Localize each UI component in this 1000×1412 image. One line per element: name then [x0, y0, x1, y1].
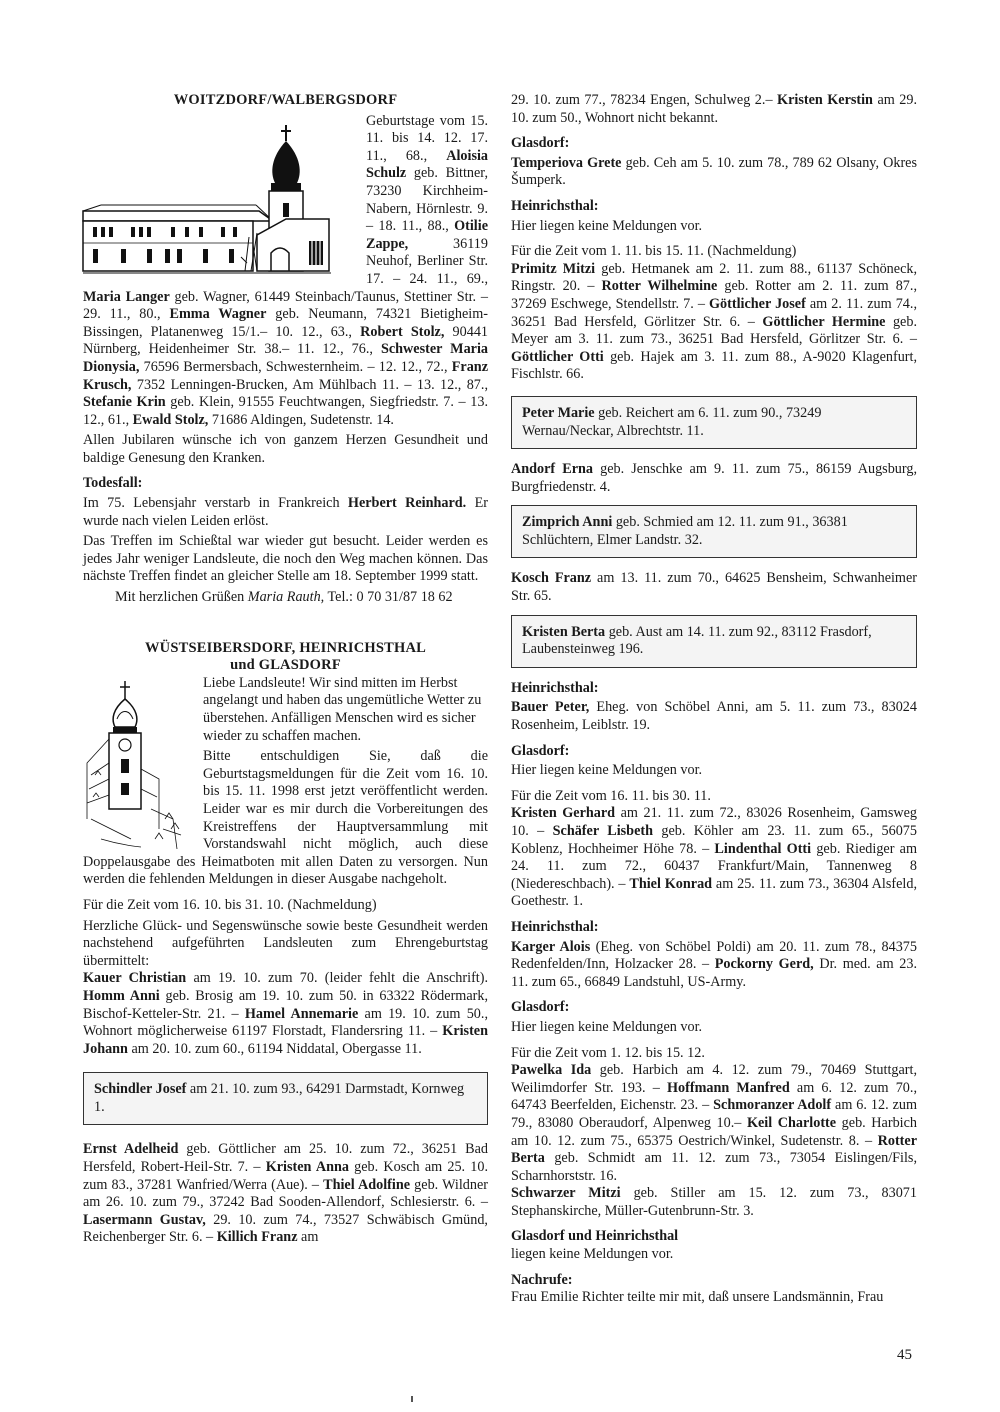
highlight-box-kristen-berta: Kristen Berta geb. Aust am 14. 11. zum 92., 83112 Frasdorf, Laubensteinweg 196.: [511, 615, 917, 668]
glasdorf-heading-3: Glasdorf:: [511, 999, 570, 1016]
nachrufe-heading: Nachrufe:: [511, 1271, 573, 1288]
name-kristen-berta: Kristen Berta: [522, 623, 606, 640]
name-otilie-zappe: Otilie Zappe,: [366, 218, 488, 252]
period1-wish: Herzliche Glück- und Segenswünsche sowie beste Gesundheit werden nachstehend aufgeführten Landsleuten zum Ehrengeburtstag übermittelt:: [83, 917, 488, 969]
period-heading-3: Für die Zeit vom 16. 11. bis 30. 11.: [511, 787, 711, 804]
name-pockorny-gerd: Pockorny Gerd,: [714, 956, 814, 973]
name-schwarzer-mitzi: Schwarzer Mitzi: [511, 1185, 621, 1202]
church-tower-illustration: [81, 679, 193, 851]
name-andorf-erna: Andorf Erna: [511, 461, 593, 478]
glasdorf-text-3: Hier liegen keine Meldungen vor.: [511, 1018, 703, 1035]
name-primitz-mitzi: Primitz Mitzi: [511, 260, 596, 277]
heinrichsthal-heading-1: Heinrichsthal:: [511, 197, 599, 214]
scan-mark: [411, 1396, 413, 1402]
woitzdorf-intro: Geburtstage vom 15. 11. bis 14. 12.: [366, 112, 488, 147]
name-goettlicher-otti: Göttlicher Otti: [511, 348, 604, 365]
name-kristen-johann: Kristen Johann: [83, 1023, 488, 1057]
wuestseibersdorf-title: WÜSTSEIBERSDORF, HEINRICHSTHAL und GLASDORF: [144, 639, 427, 674]
period-heading-4: Für die Zeit vom 1. 12. bis 15. 12.: [511, 1044, 705, 1061]
author-name: Maria Rauth,: [247, 589, 325, 606]
name-lasermann-gustav: Lasermann Gustav,: [83, 1211, 206, 1228]
name-hoffmann-manfred: Hoffmann Manfred: [666, 1079, 790, 1096]
name-kosch-franz: Kosch Franz: [511, 570, 592, 587]
heinrichsthal-heading-3: Heinrichsthal:: [511, 918, 599, 935]
highlight-box-peter: Peter Marie geb. Reichert am 6. 11. zum 90., 73249 Wernau/Neckar, Albrechtstr. 11.: [511, 396, 917, 449]
name-stefanie-krin: Stefanie Krin: [83, 394, 166, 411]
greeting-signature: Mit herzlichen Grüßen Maria Rauth, Tel.: 0 70 31/87 18 62: [115, 589, 453, 606]
name-ewald-stolz: Ewald Stolz,: [132, 411, 209, 428]
name-pawelka-ida: Pawelka Ida: [511, 1062, 592, 1079]
right-continuation: 29. 10. zum 77., 78234 Engen, Schulweg 2.– Kristen Kerstin am 29. 10. zum 50., Wohnort nicht bekannt.: [511, 92, 917, 126]
name-homm-anni: Homm Anni: [83, 987, 160, 1004]
name-robert-stolz: Robert Stolz,: [360, 323, 445, 340]
name-kristen-anna: Kristen Anna: [265, 1159, 349, 1176]
period-heading-2: Für die Zeit vom 1. 11. bis 15. 11. (Nachmeldung): [511, 243, 797, 260]
glasdorf-heinrichsthal-text: liegen keine Meldungen vor.: [511, 1246, 674, 1263]
todesfall-heading: Todesfall:: [83, 475, 143, 492]
name-hamel-annemarie: Hamel Annemarie: [244, 1005, 359, 1022]
glasdorf-heading-2: Glasdorf:: [511, 742, 570, 759]
name-temperiova-grete: Temperiova Grete: [511, 154, 622, 171]
period1-entries: Kauer Christian am 19. 10. zum 70. (leider fehlt die Anschrift). Homm Anni geb. Brosig am 19. 10. zum 50. in 63322 Rödermark, Bischof-Ketteler-Str. 21. – Hamel Annemarie am 19. 10. zum 50., Wohnort möglicherweise 61197 Florstadt, Flandersring 11. – Kristen Johann am 20. 10. zum 60., 61194 Niddatal, Obergasse 11.: [83, 970, 489, 1057]
page-number: 45: [897, 1347, 912, 1363]
period3-entries: Kristen Gerhard am 21. 11. zum 72., 83026 Rosenheim, Gamsweg 10. – Schäfer Lisbeth geb. Köhler am 23. 11. zum 65., 56075 Koblenz, Hochheimer Höhe 78. – Lindenthal Otti geb. Riediger am 24. 11. zum 72., 60437 Frankfurt/Main, Tannenweg 8 (Niedereschbach). – Thiel Konrad am 25. 11. zum 73., 36304 Alsfeld, Goethestr. 1.: [511, 805, 918, 910]
village-building-church-illustration: [81, 107, 356, 279]
name-maria-langer: Maria Langer: [83, 288, 170, 305]
name-karger-alois: Karger Alois: [511, 938, 591, 955]
name-herbert-reinhard: Herbert Reinhard.: [347, 495, 467, 512]
woitzdorf-wish: Allen Jubilaren wünsche ich von ganzem Herzen Gesundheit und baldige Genesung den Kranken.: [83, 432, 488, 466]
wuestseibersdorf-intro: Liebe Landsleute! Wir sind mitten im Herbst angelangt und haben das ungemütliche Wetter zu überstehen. Anfälligen Menschen wird es sicher wieder zu schaffen machen.: [203, 674, 482, 744]
glasdorf-heading-1: Glasdorf:: [511, 135, 570, 152]
period4-entries: Pawelka Ida geb. Harbich am 4. 12. zum 79., 70469 Stuttgart, Weilimdorfer Str. 193. – Hoffmann Manfred am 6. 12. zum 70., 64743 Beerfelden, Eichenstr. 23. – Schmoranzer Adolf am 6. 12. zum 79., 83080 Oberaudorf, Alpenweg 10.– Keil Charlotte geb. Harbich am 10. 12. zum 75., 65375 Oestrich/Winkel, Sudetenstr. 8. – Rotter Berta geb. Schmidt am 11. 12. zum 73., 73054 Eislingen/Fils, Scharnhorststr. 16.: [511, 1062, 917, 1184]
name-lindenthal-otti: Lindenthal Otti: [714, 840, 812, 857]
highlight-box-zimprich: Zimprich Anni geb. Schmied am 12. 11. zum 91., 36381 Schlüchtern, Elmer Landstr. 32.: [511, 505, 917, 558]
name-kristen-gerhard: Kristen Gerhard: [511, 805, 616, 822]
treffen-text: Das Treffen im Schießtal war wieder gut besucht. Leider werden es jedes Jahr weniger Landsleute, die noch den Weg machen können. Das nächste Treffen findet an gleicher Stelle am 18. September 1999 statt.: [83, 533, 488, 585]
name-ernst-adelheid: Ernst Adelheid: [83, 1141, 179, 1158]
name-bauer-peter: Bauer Peter,: [511, 699, 590, 716]
name-zimprich-anni: Zimprich Anni: [522, 514, 613, 531]
heinrichsthal-entries-3: Karger Alois (Eheg. von Schöbel Poldi) am 20. 11. zum 78., 84375 Redenfelden/Inn, Holzacker 28. – Pockorny Gerd, Dr. med. am 23. 11. zum 65., 66849 Landstuhl, US-Army.: [511, 938, 917, 990]
name-keil-charlotte: Keil Charlotte: [746, 1114, 837, 1131]
nachrufe-text: Frau Emilie Richter teilte mir mit, daß unsere Landsmännin, Frau: [511, 1289, 884, 1306]
glasdorf-heinrichsthal-heading: Glasdorf und Heinrichsthal: [511, 1228, 679, 1245]
name-emma-wagner: Emma Wagner: [169, 306, 267, 323]
period4-entries-cont: Schwarzer Mitzi geb. Stiller am 15. 12. zum 73., 83071 Stephanskirche, Müller-Gutenbrunn-Str. 3.: [511, 1185, 917, 1219]
name-rotter-wilhelmine: Rotter Wilhelmine: [601, 278, 718, 295]
name-schindler-josef: Schindler Josef: [94, 1081, 187, 1098]
name-thiel-adolfine: Thiel Adolfine: [323, 1176, 411, 1193]
period-heading-1: Für die Zeit vom 16. 10. bis 31. 10. (Nachmeldung): [83, 896, 377, 913]
woitzdorf-title: WOITZDORF/WALBERGSDORF: [173, 92, 398, 108]
wuestseibersdorf-intro2: Bitte entschuldigen Sie, daß die Geburtstagsmeldungen für die Zeit vom 16. 10. bis 15. 11. 1998 erst jetzt veröffentlicht werden. Leider war es mir durch die Vorbereitungen des Kreistreffens der Hauptversammlung mit Vorstandswahl nicht möglich, auch diese Doppelausgabe des Heimatboten mit allen Daten zu versorgen. Nun werden die fehlenden Meldungen in dieser Ausgabe nachgeholt.: [83, 748, 488, 888]
todesfall-text: Im 75. Lebensjahr verstarb in Frankreich Herbert Reinhard. Er wurde nach vielen Leiden erlöst.: [83, 495, 488, 529]
entry-andorf: Andorf Erna geb. Jenschke am 9. 11. zum 75., 86159 Augsburg, Burgfriedenstr. 4.: [511, 461, 917, 495]
name-goettlicher-hermine: Göttlicher Hermine: [762, 313, 886, 330]
glasdorf-entries-1: Temperiova Grete geb. Ceh am 5. 10. zum 78., 789 62 Olsany, Okres Šumperk.: [511, 154, 917, 189]
name-aloisia-schulz: Aloisia Schulz: [366, 147, 488, 182]
glasdorf-text-2: Hier liegen keine Meldungen vor.: [511, 762, 703, 779]
name-maria-dionysia: Schwester Maria Dionysia,: [83, 341, 488, 375]
name-kauer-christian: Kauer Christian: [83, 970, 187, 987]
right-column: [511, 92, 917, 1310]
name-schmoranzer-adolf: Schmoranzer Adolf: [713, 1097, 832, 1114]
name-goettlicher-josef: Göttlicher Josef: [709, 295, 806, 312]
author-phone: Tel.: 0 70 31/87 18 62: [324, 589, 453, 606]
name-peter-marie: Peter Marie: [522, 404, 595, 421]
heinrichsthal-text-1: Hier liegen keine Meldungen vor.: [511, 217, 703, 234]
period2-entries: Primitz Mitzi geb. Hetmanek am 2. 11. zum 88., 61137 Schöneck, Ringstr. 20. – Rotter Wilhelmine geb. Rotter am 2. 11. zum 87., 37269 Eschwege, Stendellstr. 7. – Göttlicher Josef am 2. 11. zum 74., 36251 Bad Hersfeld, Görlitzer Str. 6. – Göttlicher Hermine geb. Meyer am 3. 11. zum 73., 36251 Bad Hersfeld, Görlitzer Str. 6. – Göttlicher Otti geb. Hajek am 3. 11. zum 88., A-9020 Klagenfurt, Fischlstr. 66.: [511, 260, 918, 383]
left-column: [83, 92, 488, 1250]
name-schaefer-lisbeth: Schäfer Lisbeth: [552, 823, 653, 839]
woitzdorf-entries: Geburtstage vom 15. 11. bis 14. 12. 17. 11., 68., Aloisia Schulz geb. Bittner, 73230 Kirchheim-Nabern, Hörnlestr. 9. – 18. 11., 88., Otilie Zappe, 36119 Neuhof, Berliner Str. 17. – 24. 11., 69., Maria Langer geb. Wagner, 61449 Steinbach/Taunus, Stettiner Str. – 29. 11., 80., Emma Wagner geb. Neumann, 74321 Bietigheim-Bissingen, Platanenweg 15/1.– 10. 12., 63., Robert Stolz, 90441 Nürnberg, Heidenheimer Str. 38.– 11. 12., 76., Schwester Maria Dionysia, 76596 Bermersbach, Schwesternheim. – 12. 12., 72., Franz Krusch, 7352 Lenningen-Brucken, Am Mühlbach 11. – 13. 12., 87., Stefanie Krin geb. Klein, 91555 Feuchtwangen, Siegfriedstr. 7. – 13. 12., 61., Ewald Stolz, 71686 Aldingen, Sudetenstr. 14.: [83, 112, 489, 428]
name-franz-krusch: Franz Krusch,: [83, 358, 488, 393]
name-thiel-konrad: Thiel Konrad: [629, 875, 713, 892]
heinrichsthal-heading-2: Heinrichsthal:: [511, 679, 599, 696]
period1-entries-cont: Ernst Adelheid geb. Göttlicher am 25. 10. zum 72., 36251 Bad Hersfeld, Robert-Heil-Str. 7. – Kristen Anna geb. Kosch am 25. 10. zum 83., 37281 Wanfried/Werra (Aue). – Thiel Adolfine geb. Wildner am 26. 10. zum 79., 37242 Bad Sooden-Allendorf, Schlesierstr. 6. – Lasermann Gustav, 29. 10. zum 74., 73527 Schwäbisch Gmünd, Reichenberger Str. 6. – Killich Franz am: [83, 1141, 489, 1246]
name-killich-franz: Killich Franz: [216, 1229, 298, 1246]
name-rotter-berta: Rotter Berta: [511, 1132, 917, 1167]
heinrichsthal-entries-2: Bauer Peter, Eheg. von Schöbel Anni, am 5. 11. zum 73., 83024 Rosenheim, Leiblstr. 19.: [511, 699, 917, 734]
highlight-box-schindler: Schindler Josef am 21. 10. zum 93., 64291 Darmstadt, Kornweg 1.: [83, 1072, 488, 1125]
entry-kosch: Kosch Franz am 13. 11. zum 70., 64625 Bensheim, Schwanheimer Str. 65.: [511, 570, 917, 605]
name-kristen-kerstin: Kristen Kerstin: [777, 92, 873, 108]
